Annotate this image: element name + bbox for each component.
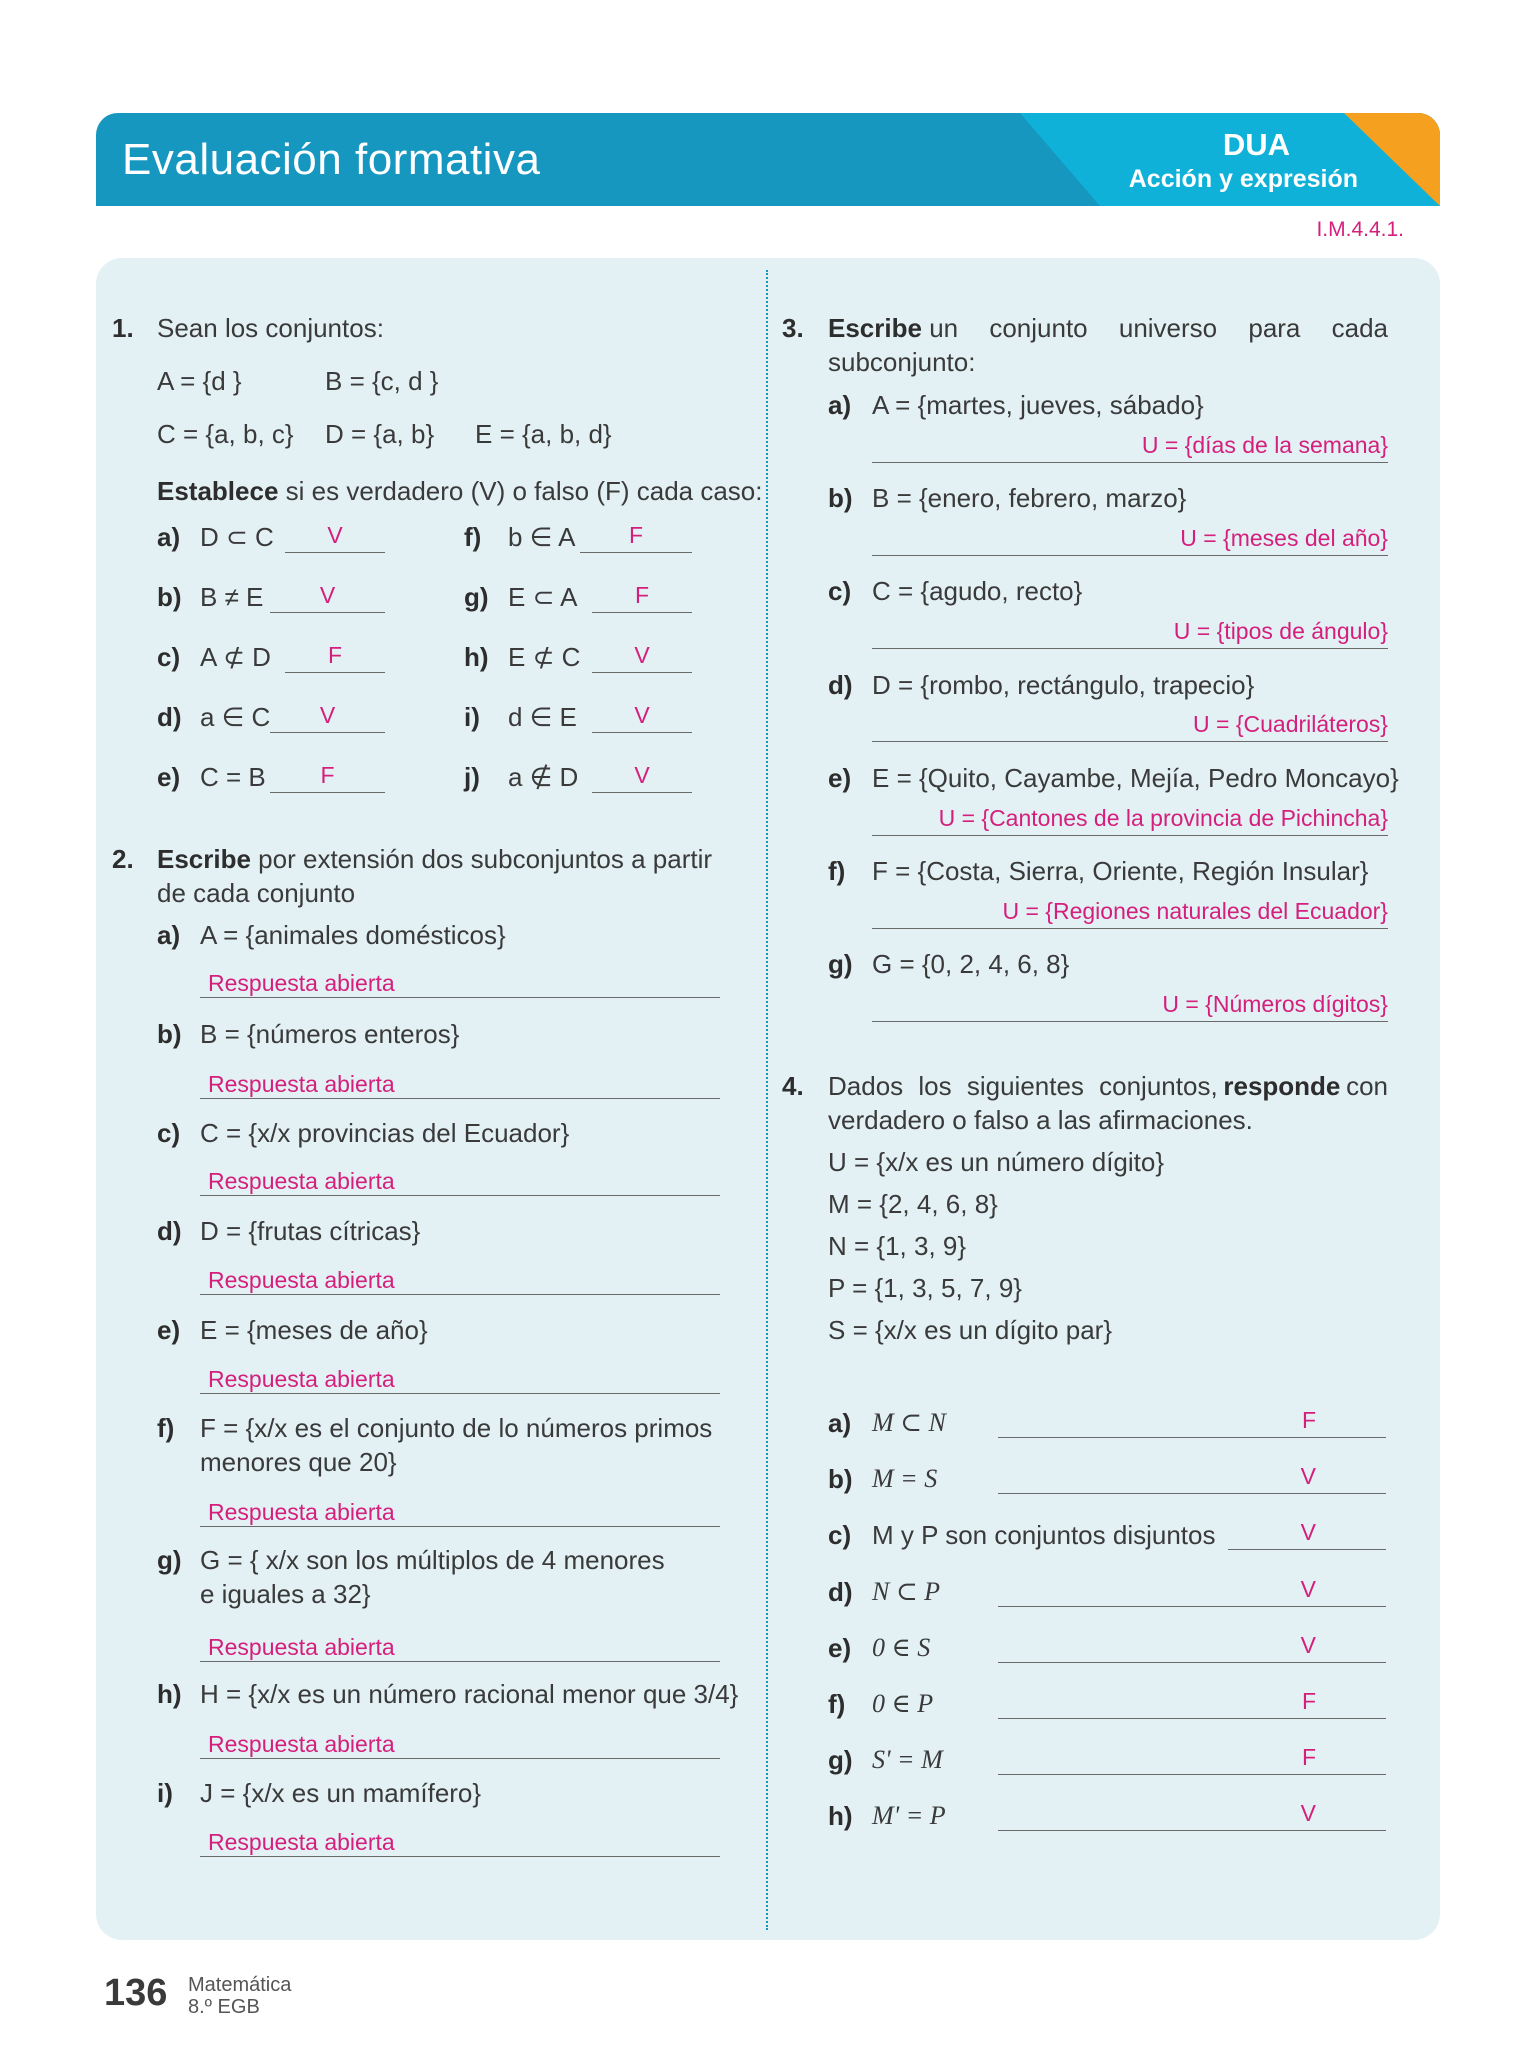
q1-instruction-bold: Establece: [157, 476, 279, 506]
q2-answer-line[interactable]: [200, 1195, 720, 1196]
q4-number: 4.: [782, 1071, 804, 1101]
dua-label: DUA: [1222, 127, 1290, 162]
q3-item-text: G = {0, 2, 4, 6, 8}: [872, 949, 1070, 979]
q2-answer: Respuesta abierta: [208, 1267, 395, 1293]
q2-answer-line[interactable]: [200, 1294, 720, 1295]
q1-answer-blank[interactable]: V: [270, 582, 385, 613]
q2-answer-line[interactable]: [200, 1758, 720, 1759]
q3-answer-line[interactable]: U = {Cuadriláteros}: [872, 711, 1388, 742]
q1-item-letter: b): [157, 582, 182, 612]
q4-item-text: S' = M: [872, 1745, 943, 1774]
q2-instruction-line2: de cada conjunto: [157, 878, 356, 908]
q4-instruction-post: con: [1346, 1071, 1388, 1101]
q4-answer: V: [1300, 1519, 1316, 1545]
q2-item-letter: h): [157, 1679, 182, 1709]
q3-item-text: D = {rombo, rectángulo, trapecio}: [872, 670, 1255, 700]
q2-answer-line[interactable]: [200, 1661, 720, 1662]
q3-item-text: C = {agudo, recto}: [872, 576, 1083, 606]
q4-answer: V: [1300, 1632, 1316, 1658]
q4-instruction-line2: verdadero o falso a las afirmaciones.: [828, 1105, 1253, 1135]
q1-item-letter: h): [464, 642, 489, 672]
q2-item-text: H = {x/x es un número racional menor que 3/4}: [200, 1679, 739, 1709]
q2-instruction-rest: por extensión dos subconjuntos a partir: [250, 844, 713, 874]
q4-item-letter: h): [828, 1801, 853, 1831]
q2-item-letter: d): [157, 1216, 182, 1246]
q3-instruction-rest: un conjunto universo para cada: [929, 313, 1388, 343]
q4-set-p: P = {1, 3, 5, 7, 9}: [828, 1273, 1022, 1303]
q3-item-letter: g): [828, 949, 853, 979]
q2-item-text: B = {números enteros}: [200, 1019, 460, 1049]
q4-item-text: M y P son conjuntos disjuntos: [872, 1520, 1216, 1550]
q3-item-letter: a): [828, 390, 852, 420]
q4-answer-line[interactable]: [998, 1463, 1386, 1494]
q2-number: 2.: [112, 844, 134, 874]
q1-answer-blank[interactable]: V: [270, 702, 385, 733]
q1-item-text: a ∈ C: [200, 702, 271, 732]
q1-item-text: D ⊂ C: [200, 522, 274, 552]
q2-item-text: J = {x/x es un mamífero}: [200, 1778, 482, 1808]
q4-set-m: M = {2, 4, 6, 8}: [828, 1189, 998, 1219]
set-d: D = {a, b}: [325, 419, 435, 449]
q2-answer: Respuesta abierta: [208, 1731, 395, 1757]
q1-item-letter: c): [157, 642, 181, 672]
q1-instruction-rest: si es verdadero (V) o falso (F) cada caso:: [278, 476, 763, 506]
q1-answer-blank[interactable]: V: [592, 642, 692, 673]
q2-item-letter: c): [157, 1118, 181, 1148]
q1-answer-blank[interactable]: F: [270, 762, 385, 793]
q1-item-text: E ⊄ C: [508, 642, 581, 672]
page-title: Evaluación formativa: [122, 135, 541, 184]
q4-set-s: S = {x/x es un dígito par}: [828, 1315, 1113, 1345]
q3-item-text: B = {enero, febrero, marzo}: [872, 483, 1187, 513]
set-e: E = {a, b, d}: [475, 419, 612, 449]
q4-item-text: 0 ∈ P: [872, 1689, 934, 1718]
q4-answer: V: [1300, 1576, 1316, 1602]
footer-subject-name: Matemática: [188, 1974, 292, 1996]
q4-item-letter: d): [828, 1577, 853, 1607]
q4-answer-line[interactable]: [1228, 1519, 1386, 1550]
q3-item-letter: f): [828, 856, 846, 886]
q4-answer-line[interactable]: [998, 1407, 1386, 1438]
q3-number: 3.: [782, 313, 804, 343]
q1-item-text: b ∈ A: [508, 522, 576, 552]
indicator-code: I.M.4.4.1.: [1316, 218, 1404, 241]
q1-item-letter: g): [464, 582, 489, 612]
q2-answer-line[interactable]: [200, 1526, 720, 1527]
q1-answer-blank[interactable]: F: [592, 582, 692, 613]
q2-item-text: G = { x/x son los múltiplos de 4 menores: [200, 1545, 665, 1575]
q2-answer: Respuesta abierta: [208, 1366, 395, 1392]
set-b: B = {c, d }: [325, 366, 439, 396]
q2-answer-line[interactable]: [200, 1098, 720, 1099]
q1-item-letter: j): [464, 762, 480, 792]
header-banner: [96, 113, 1440, 206]
q3-answer-line[interactable]: U = {días de la semana}: [872, 432, 1388, 463]
q1-item-text: A ⊄ D: [200, 642, 271, 672]
q4-answer-line[interactable]: [998, 1800, 1386, 1831]
q4-item-letter: c): [828, 1520, 852, 1550]
column-divider: [766, 270, 768, 1930]
q2-item-letter: b): [157, 1019, 182, 1049]
q1-item-text: E ⊂ A: [508, 582, 578, 612]
q2-answer: Respuesta abierta: [208, 1168, 395, 1194]
q3-item-text: F = {Costa, Sierra, Oriente, Región Insular}: [872, 856, 1369, 886]
q4-answer-line[interactable]: [998, 1744, 1386, 1775]
q2-answer: Respuesta abierta: [208, 1499, 395, 1525]
q4-answer: V: [1300, 1463, 1316, 1489]
q4-answer: F: [1301, 1744, 1316, 1770]
q4-item-text: M' = P: [872, 1801, 946, 1830]
q4-item-letter: a): [828, 1408, 852, 1438]
q3-instruction-bold: Escribe: [828, 313, 922, 343]
q2-answer-line[interactable]: [200, 1856, 720, 1857]
q4-instruction: [828, 1071, 1388, 1102]
q4-instruction-bold: responde: [1223, 1071, 1341, 1101]
q2-item-letter: g): [157, 1545, 182, 1575]
q3-answer-line[interactable]: U = {tipos de ángulo}: [872, 618, 1388, 649]
q3-item-letter: d): [828, 670, 853, 700]
q2-item-letter: f): [157, 1413, 175, 1443]
set-c: C = {a, b, c}: [157, 419, 294, 449]
q4-item-letter: f): [828, 1689, 846, 1719]
q2-item-text: A = {animales domésticos}: [200, 920, 506, 950]
q3-answer-line[interactable]: U = {meses del año}: [872, 525, 1388, 556]
q1-answer-blank[interactable]: V: [592, 762, 692, 793]
q3-item-letter: b): [828, 483, 853, 513]
q1-item-letter: i): [464, 702, 480, 732]
q2-answer: Respuesta abierta: [208, 970, 395, 996]
q4-answer: F: [1301, 1688, 1316, 1714]
q2-item-letter: a): [157, 920, 181, 950]
q4-item-text: N ⊂ P: [872, 1577, 941, 1606]
q1-answer-blank[interactable]: V: [285, 522, 385, 553]
q4-item-letter: g): [828, 1745, 853, 1775]
q3-answer-line[interactable]: U = {Cantones de la provincia de Pichincha}: [872, 805, 1388, 836]
q2-item-text: D = {frutas cítricas}: [200, 1216, 421, 1246]
q1-item-text: B ≠ E: [200, 582, 264, 612]
q1-item-letter: d): [157, 702, 182, 732]
q1-item-text: C = B: [200, 762, 266, 792]
q4-item-letter: b): [828, 1464, 853, 1494]
dua-subtitle: Acción y expresión: [1128, 165, 1358, 193]
q3-item-text: E = {Quito, Cayambe, Mejía, Pedro Moncayo}: [872, 763, 1399, 793]
q1-item-letter: a): [157, 522, 181, 552]
q2-instruction: [157, 844, 712, 875]
page-number: 136: [104, 1972, 168, 2014]
q4-item-text: 0 ∈ S: [872, 1633, 931, 1662]
q4-item-letter: e): [828, 1633, 852, 1663]
footer-subject: [188, 1974, 291, 2018]
q1-intro: Sean los conjuntos:: [157, 313, 384, 343]
q2-item-letter: e): [157, 1315, 181, 1345]
q2-answer-line[interactable]: [200, 1393, 720, 1394]
q3-item-letter: c): [828, 576, 852, 606]
q3-item-letter: e): [828, 763, 852, 793]
set-a: A = {d }: [157, 366, 242, 396]
q3-answer-line[interactable]: U = {Regiones naturales del Ecuador}: [872, 898, 1388, 929]
q4-item-text: M = S: [872, 1464, 938, 1493]
footer-grade: 8.º EGB: [188, 1996, 260, 2018]
q1-item-letter: f): [464, 522, 482, 552]
q2-answer: Respuesta abierta: [208, 1829, 395, 1855]
q1-item-letter: e): [157, 762, 181, 792]
q4-set-u: U = {x/x es un número dígito}: [828, 1147, 1165, 1177]
q2-answer-line[interactable]: [200, 997, 720, 998]
q4-instruction-pre: Dados los siguientes conjuntos,: [828, 1071, 1218, 1101]
q1-item-text: d ∈ E: [508, 702, 577, 732]
q2-answer: Respuesta abierta: [208, 1634, 395, 1660]
q2-item-text-line2: menores que 20}: [200, 1447, 397, 1477]
q4-item-text: M ⊂ N: [872, 1408, 946, 1437]
q1-answer-blank[interactable]: V: [592, 702, 692, 733]
q4-answer-line[interactable]: [998, 1632, 1386, 1663]
q4-answer-line[interactable]: [998, 1688, 1386, 1719]
q1-instruction: [157, 476, 763, 507]
q3-item-text: A = {martes, jueves, sábado}: [872, 390, 1204, 420]
q1-answer-blank[interactable]: F: [580, 522, 692, 553]
q2-item-letter: i): [157, 1778, 173, 1808]
q1-answer-blank[interactable]: F: [285, 642, 385, 673]
q4-set-n: N = {1, 3, 9}: [828, 1231, 967, 1261]
q2-item-text: C = {x/x provincias del Ecuador}: [200, 1118, 570, 1148]
q4-answer-line[interactable]: [998, 1576, 1386, 1607]
q2-answer: Respuesta abierta: [208, 1071, 395, 1097]
q2-item-text-line2: e iguales a 32}: [200, 1579, 371, 1609]
q2-item-text: E = {meses de año}: [200, 1315, 428, 1345]
q2-item-text: F = {x/x es el conjunto de lo números primos: [200, 1413, 713, 1443]
q1-number: 1.: [112, 313, 134, 343]
q2-instruction-bold: Escribe: [157, 844, 251, 874]
q3-answer-line[interactable]: U = {Números dígitos}: [872, 991, 1388, 1022]
q3-instruction-line2: subconjunto:: [828, 347, 976, 377]
q3-instruction: [828, 313, 1388, 344]
q1-item-text: a ∉ D: [508, 762, 579, 792]
q4-answer: F: [1301, 1407, 1316, 1433]
q4-answer: V: [1300, 1800, 1316, 1826]
